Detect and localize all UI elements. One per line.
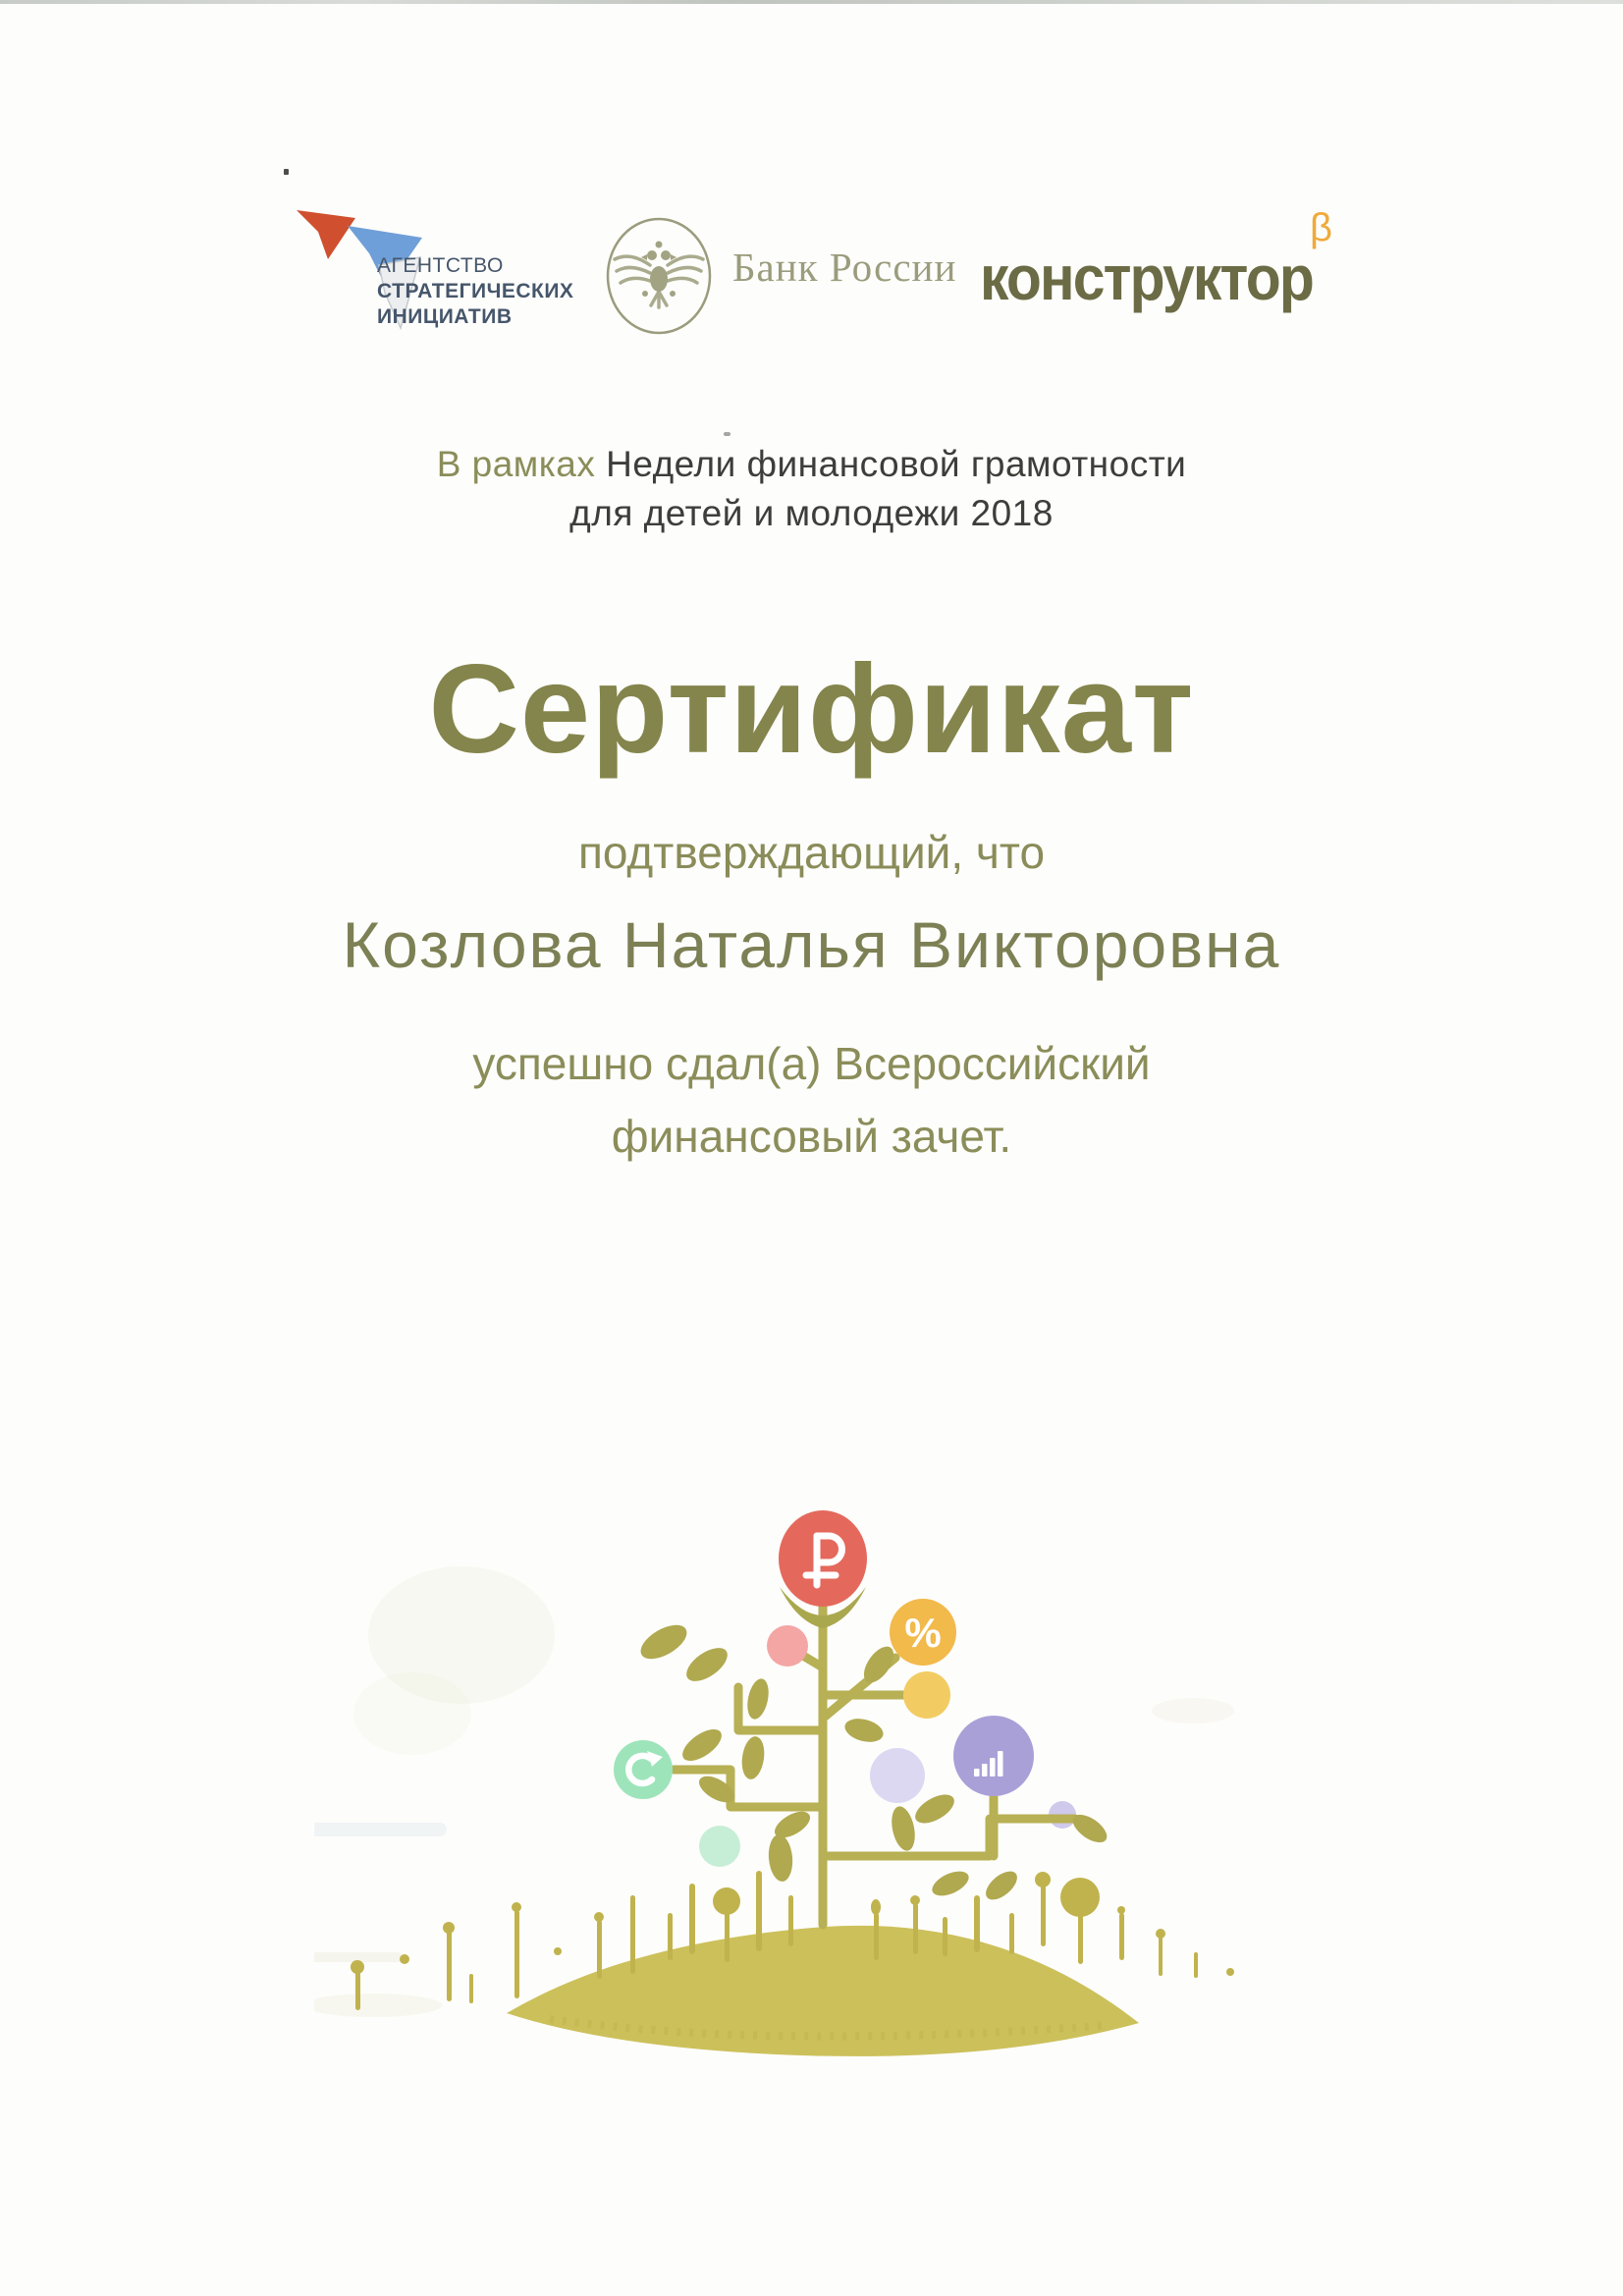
constructor-logo: [980, 206, 1341, 320]
intro-line1: [0, 440, 1623, 489]
money-tree-illustration: [314, 1463, 1247, 2062]
result-line2: финансовый зачет.: [611, 1111, 1012, 1162]
scan-artifact-top-edge: [0, 0, 1623, 4]
intro-lines: [0, 440, 1623, 538]
asi-line1: АГЕНТСТВО: [377, 254, 504, 277]
mint-coin: [699, 1826, 740, 1867]
scan-artifact-speck: [284, 169, 289, 175]
recipient-name: Козлова Наталья Викторовна: [342, 908, 1281, 981]
percent-icon: %: [904, 1610, 942, 1656]
percent-coin: [890, 1599, 956, 1666]
intro-prefix: В рамках: [436, 444, 596, 484]
result-line1: успешно сдал(а) Всероссийский: [472, 1038, 1151, 1089]
cycle-coin: [614, 1740, 673, 1799]
asi-logo-text: [377, 253, 573, 330]
asi-line3: ИНИЦИАТИВ: [377, 305, 513, 328]
asi-logo: [283, 200, 577, 348]
certificate-title: Сертификат: [428, 639, 1195, 780]
chart-coin: [953, 1716, 1034, 1796]
beta-superscript: β: [1310, 206, 1333, 249]
confirm-line: подтверждающий, что: [577, 827, 1046, 878]
bank-of-russia-logo: [601, 214, 957, 344]
bank-emblem-icon: [601, 214, 719, 340]
bank-label: Банк России: [732, 245, 957, 290]
constructor-wordmark: конструктор: [980, 243, 1313, 313]
pink-bud: [767, 1625, 808, 1667]
intro-line1-rest: Недели финансовой грамотности: [595, 444, 1187, 484]
intro-line2: для детей и молодежи 2018: [569, 493, 1054, 533]
lavender-coin: [870, 1748, 925, 1803]
result-lines: [0, 1027, 1623, 1173]
asi-line2: СТРАТЕГИЧЕСКИХ: [377, 280, 574, 302]
scan-artifact-speck: [724, 432, 730, 436]
yellow-coin: [903, 1671, 950, 1719]
